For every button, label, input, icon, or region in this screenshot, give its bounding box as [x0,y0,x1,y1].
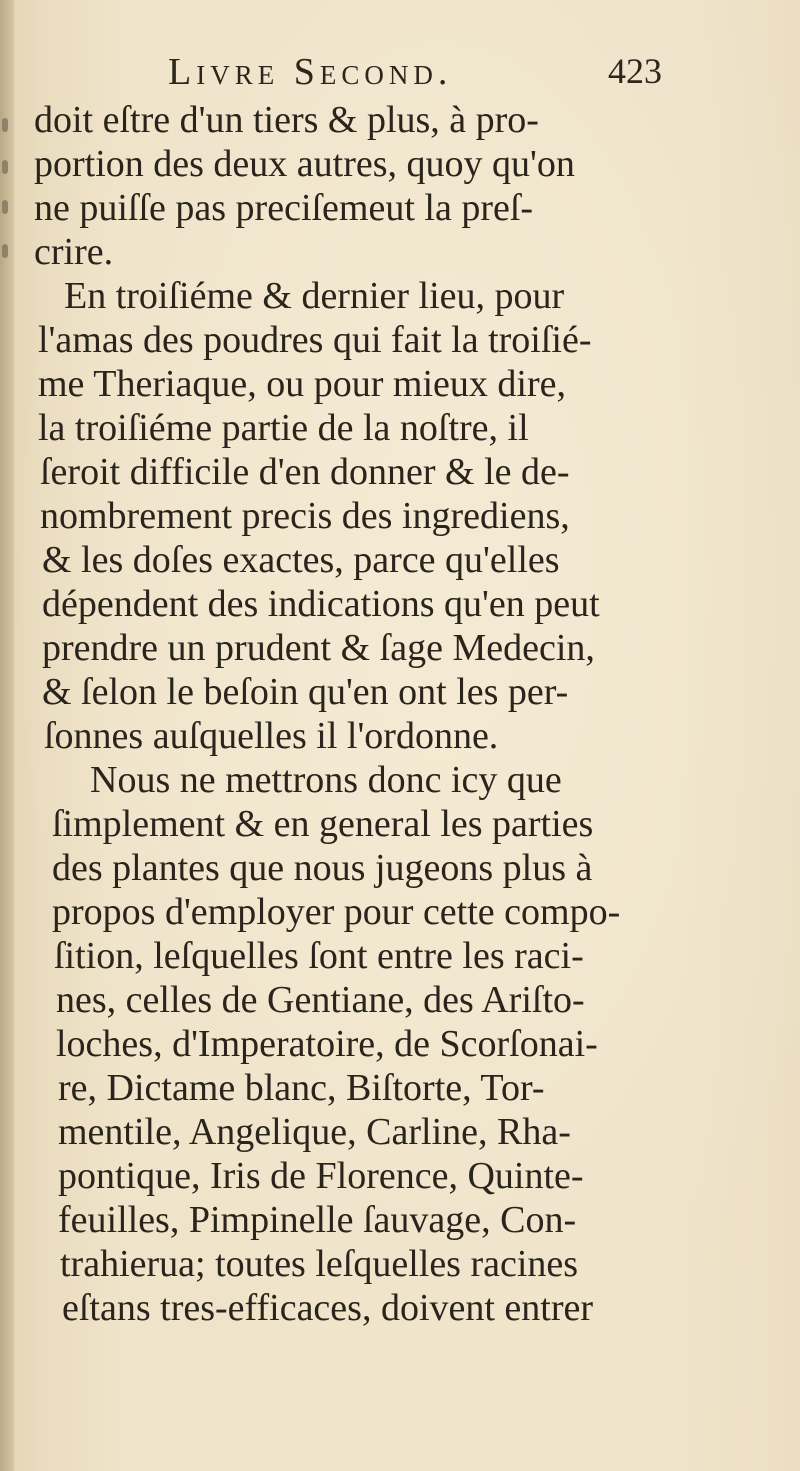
running-title: Livre Second. [168,51,453,93]
text-line: En troiſiéme & dernier lieu, pour [64,275,565,317]
text-line: ſeroit difficile d'en donner & le de- [40,451,570,493]
text-line: ſimplement & en general les parties [52,803,594,845]
text-line: & les doſes exactes, parce qu'elles [42,539,560,581]
text-line: crire. [34,231,114,273]
text-line: me Theriaque, ou pour mieux dire, [38,363,566,405]
text-line: mentile, Angelique, Carline, Rha- [58,1111,571,1153]
text-line: trahierua; toutes leſquelles racines [60,1243,579,1285]
text-line: Nous ne mettrons donc icy que [90,759,562,801]
text-line: feuilles, Pimpinelle ſauvage, Con- [58,1199,577,1241]
text-line: eſtans tres-efficaces, doivent entrer [62,1287,594,1329]
text-line: nes, celles de Gentiane, des Ariſto- [56,979,585,1021]
text-line: propos d'employer pour cette compo- [52,891,621,933]
text-line: nombrement precis des ingrediens, [40,495,570,537]
text-line: ſition, leſquelles ſont entre les raci- [54,935,584,977]
page-number: 423 [608,51,662,91]
text-line: & ſelon le beſoin qu'en ont les per- [42,671,569,713]
text-line: la troiſiéme partie de la noſtre, il [38,407,529,449]
text-line: loches, d'Imperatoire, de Scorſonai- [56,1023,598,1065]
text-line: portion des deux autres, quoy qu'on [34,143,575,185]
text-line: re, Dictame blanc, Biſtorte, Tor- [58,1067,545,1109]
text-line: doit eſtre d'un tiers & plus, à pro- [34,99,539,141]
text-line: des plantes que nous jugeons plus à [52,847,593,889]
text-line: ſonnes auſquelles il l'ordonne. [44,715,499,757]
text-line: pontique, Iris de Florence, Quinte- [58,1155,584,1197]
text-line: ne puiſſe pas preciſemeut la preſ- [34,187,534,229]
text-line: l'amas des poudres qui fait la troiſié- [38,319,592,361]
text-line: prendre un prudent & ſage Medecin, [42,627,595,669]
text-line: dépendent des indications qu'en peut [42,583,600,625]
